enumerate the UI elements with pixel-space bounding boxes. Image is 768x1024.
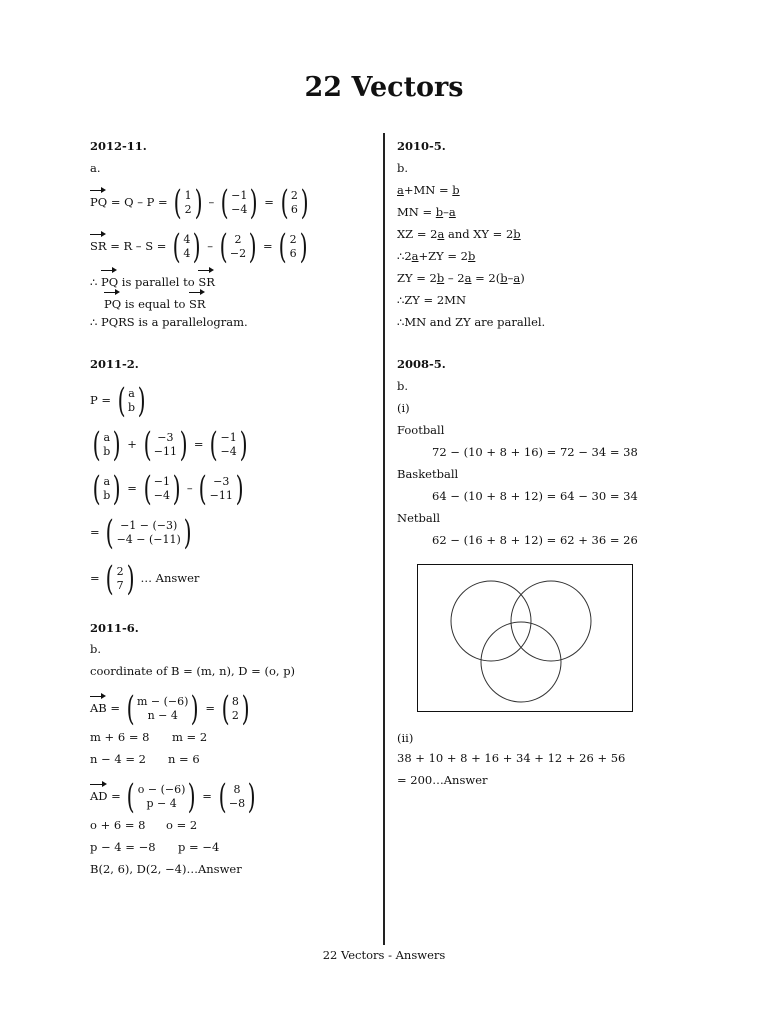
vec-entry: −4 xyxy=(220,445,237,458)
vector-pq: PQ xyxy=(90,188,107,212)
operator: = xyxy=(106,701,124,715)
column-vector: ( 4 4 ) xyxy=(172,227,201,267)
equation-2 xyxy=(90,469,246,509)
vector-ad: AD xyxy=(90,782,108,806)
operator: = xyxy=(90,571,104,585)
vec-entry: −2 xyxy=(229,247,247,260)
vec-entry: m − (−6) xyxy=(136,695,189,708)
eq-text: – 2 xyxy=(444,271,465,285)
conclusion-parallelogram: ∴ PQRS is a parallelogram. xyxy=(90,315,248,329)
column-vector: ( 1 2 ) xyxy=(173,183,203,223)
venn-circle-netball xyxy=(481,622,561,702)
ad-equation xyxy=(90,777,258,817)
vec-entry: b xyxy=(103,489,111,502)
column-vector: ( −1 −4 ) xyxy=(209,425,248,465)
column-vector: ( 2 7 ) xyxy=(105,559,135,599)
operator: + xyxy=(123,437,141,451)
solve-m: m + 6 = 8 xyxy=(90,730,150,744)
column-vector: ( −1 −4 ) xyxy=(220,183,258,223)
vec-entry: 2 xyxy=(116,565,124,578)
vec-entry: n − 4 xyxy=(147,709,178,722)
vector-a: a xyxy=(448,205,456,219)
vec-entry: −1 xyxy=(153,475,171,488)
vector-b: b xyxy=(500,271,508,285)
part-label: b. xyxy=(397,161,409,175)
operator: – xyxy=(183,481,197,495)
vector-a: a xyxy=(513,271,521,285)
ab-equation xyxy=(90,689,252,729)
vector-ab: AB xyxy=(90,694,107,718)
column-vector: ( 8 2 ) xyxy=(221,689,250,729)
solve-n-result: n = 6 xyxy=(168,752,200,766)
answer-label: … Answer xyxy=(136,571,200,585)
vec-entry: 2 xyxy=(184,203,192,216)
solve-m-result: m = 2 xyxy=(172,730,208,744)
eq-text: and XY = 2 xyxy=(444,227,514,241)
column-vector: ( a b ) xyxy=(117,381,146,421)
vec-entry: −4 xyxy=(153,489,171,502)
eq-text: ) xyxy=(520,271,525,285)
vec-entry: p − 4 xyxy=(146,797,177,810)
vec-entry: a xyxy=(103,475,111,488)
p-definition xyxy=(90,381,148,421)
vec-entry: o − (−6) xyxy=(137,783,186,796)
vector-pq: PQ xyxy=(101,268,118,292)
question-heading: 2008-5. xyxy=(397,357,446,371)
netball-label: Netball xyxy=(397,511,441,525)
operator: = xyxy=(201,701,219,715)
conclusion-parallel xyxy=(90,268,215,292)
eq-text: = 2( xyxy=(471,271,501,285)
vec-entry: b xyxy=(127,401,135,414)
vector-pq: PQ xyxy=(104,290,121,314)
step-line xyxy=(397,246,475,266)
vec-entry: 8 xyxy=(231,695,239,708)
sum-equation: 38 + 10 + 8 + 16 + 34 + 12 + 26 + 56 xyxy=(397,751,626,765)
vector-b: b xyxy=(513,227,521,241)
vec-entry: 8 xyxy=(233,783,241,796)
operator: = xyxy=(198,789,216,803)
column-vector: ( 2 6 ) xyxy=(280,183,309,223)
operator: = xyxy=(260,195,278,209)
vector-a: a xyxy=(397,183,404,197)
column-vector: ( a b ) xyxy=(92,469,121,509)
column-vector: ( −3 −11 ) xyxy=(198,469,244,509)
step-line: ∴ZY = 2MN xyxy=(397,293,466,307)
venn-frame xyxy=(418,565,633,712)
conclusion-text: is parallel to xyxy=(118,275,199,289)
column-vector: ( a b ) xyxy=(92,425,121,465)
vec-entry: −4 − (−11) xyxy=(116,533,181,546)
eq-text: XZ = 2 xyxy=(397,227,438,241)
football-equation: 72 − (10 + 8 + 16) = 72 − 34 = 38 xyxy=(432,445,638,459)
solve-o: o + 6 = 8 xyxy=(90,818,146,832)
conclusion-line: ∴MN and ZY are parallel. xyxy=(397,315,546,329)
vec-entry: −1 − (−3) xyxy=(120,519,178,532)
operator: = xyxy=(90,525,104,539)
step-line xyxy=(397,180,460,200)
vector-sr: SR xyxy=(189,290,206,314)
operator: = xyxy=(123,481,141,495)
vec-entry: −11 xyxy=(209,489,233,502)
step-line xyxy=(397,268,525,288)
operator: – xyxy=(203,239,217,253)
vec-entry: b xyxy=(103,445,111,458)
eq-text: – xyxy=(443,205,449,219)
vector-a: a xyxy=(411,249,419,263)
final-answer: = 200…Answer xyxy=(397,773,488,787)
vector-b: b xyxy=(436,271,445,285)
question-heading: 2011-2. xyxy=(90,357,139,371)
coordinate-text: coordinate of B = (m, n), D = (o, p) xyxy=(90,664,296,678)
equation-4 xyxy=(90,559,200,599)
venn-circle-basketball xyxy=(511,581,591,661)
vec-entry: −1 xyxy=(220,431,237,444)
vec-entry: −1 xyxy=(231,189,248,202)
eq-text: – xyxy=(507,271,514,285)
vec-entry: 7 xyxy=(116,579,124,592)
solve-p-result: p = −4 xyxy=(178,840,220,854)
vec-entry: 2 xyxy=(234,233,242,246)
operator: = xyxy=(190,437,208,451)
eq-text: ∴2 xyxy=(397,249,412,263)
football-label: Football xyxy=(397,423,445,437)
conclusion-equal xyxy=(104,290,206,314)
equation-1 xyxy=(90,425,250,465)
subpart-label: (i) xyxy=(397,401,410,415)
part-label: b. xyxy=(90,642,102,656)
vec-entry: −8 xyxy=(228,797,246,810)
vec-entry: 4 xyxy=(183,247,191,260)
column-vector: ( 8 −8 ) xyxy=(218,777,256,817)
eq-text: = R – S = xyxy=(106,239,171,253)
part-label: a. xyxy=(90,161,101,175)
step-line xyxy=(397,202,456,222)
venn-circle-football xyxy=(451,581,531,661)
basketball-label: Basketball xyxy=(397,467,459,481)
vec-entry: −11 xyxy=(153,445,178,458)
column-vector: ( −1 − (−3) −4 − (−11) ) xyxy=(105,513,192,553)
netball-equation: 62 − (16 + 8 + 12) = 62 + 36 = 26 xyxy=(432,533,638,547)
eq-text: +MN = xyxy=(403,183,453,197)
eq-text: = Q – P = xyxy=(107,195,172,209)
vec-entry: 2 xyxy=(231,709,239,722)
column-vector: ( 2 6 ) xyxy=(278,227,308,267)
vec-entry: −3 xyxy=(213,475,230,488)
column-vector: ( 2 −2 ) xyxy=(219,227,257,267)
vec-entry: a xyxy=(128,387,135,400)
vec-entry: a xyxy=(103,431,111,444)
vec-entry: 2 xyxy=(289,233,297,246)
therefore-symbol: ∴ xyxy=(90,275,101,289)
part-label: b. xyxy=(397,379,409,393)
page-title: 22 Vectors xyxy=(304,72,464,103)
column-vector: ( o − (−6) p − 4 ) xyxy=(127,777,197,817)
vec-entry: 1 xyxy=(184,189,192,202)
page-footer: 22 Vectors - Answers xyxy=(322,948,446,962)
subpart-label: (ii) xyxy=(397,731,414,745)
vector-sr: SR xyxy=(90,232,107,256)
sr-equation xyxy=(90,227,310,267)
solve-o-result: o = 2 xyxy=(166,818,198,832)
vector-a: a xyxy=(437,227,445,241)
vec-entry: 4 xyxy=(183,233,191,246)
step-line xyxy=(397,224,521,244)
vector-b: b xyxy=(452,183,460,197)
eq-text: +ZY = 2 xyxy=(418,249,468,263)
column-vector: ( −3 −11 ) xyxy=(143,425,188,465)
vec-entry: 6 xyxy=(290,203,298,216)
vec-entry: 6 xyxy=(289,247,297,260)
operator: = xyxy=(259,239,277,253)
conclusion-text: is equal to xyxy=(121,297,190,311)
operator: – xyxy=(204,195,218,209)
equation-3 xyxy=(90,513,194,553)
question-heading: 2011-6. xyxy=(90,621,139,635)
solve-p: p − 4 = −8 xyxy=(90,840,156,854)
vec-entry: 2 xyxy=(290,189,298,202)
question-heading: 2012-11. xyxy=(90,139,147,153)
vec-entry: −4 xyxy=(231,203,248,216)
venn-diagram xyxy=(417,564,634,714)
solve-n: n − 4 = 2 xyxy=(90,752,146,766)
eq-text: ZY = 2 xyxy=(397,271,437,285)
final-answer: B(2, 6), D(2, −4)…Answer xyxy=(90,862,242,876)
column-divider xyxy=(383,133,385,945)
vector-b: b xyxy=(435,205,444,219)
pq-equation xyxy=(90,183,311,223)
vector-sr: SR xyxy=(198,268,215,292)
vec-entry: −3 xyxy=(157,431,174,444)
basketball-equation: 64 − (10 + 8 + 12) = 64 − 30 = 34 xyxy=(432,489,638,503)
question-heading: 2010-5. xyxy=(397,139,446,153)
operator: = xyxy=(107,789,125,803)
vector-a: a xyxy=(464,271,472,285)
column-vector: ( m − (−6) n − 4 ) xyxy=(126,689,200,729)
eq-text: P = xyxy=(90,393,115,407)
eq-text: MN = xyxy=(397,205,436,219)
column-vector: ( −1 −4 ) xyxy=(143,469,181,509)
vector-b: b xyxy=(467,249,476,263)
